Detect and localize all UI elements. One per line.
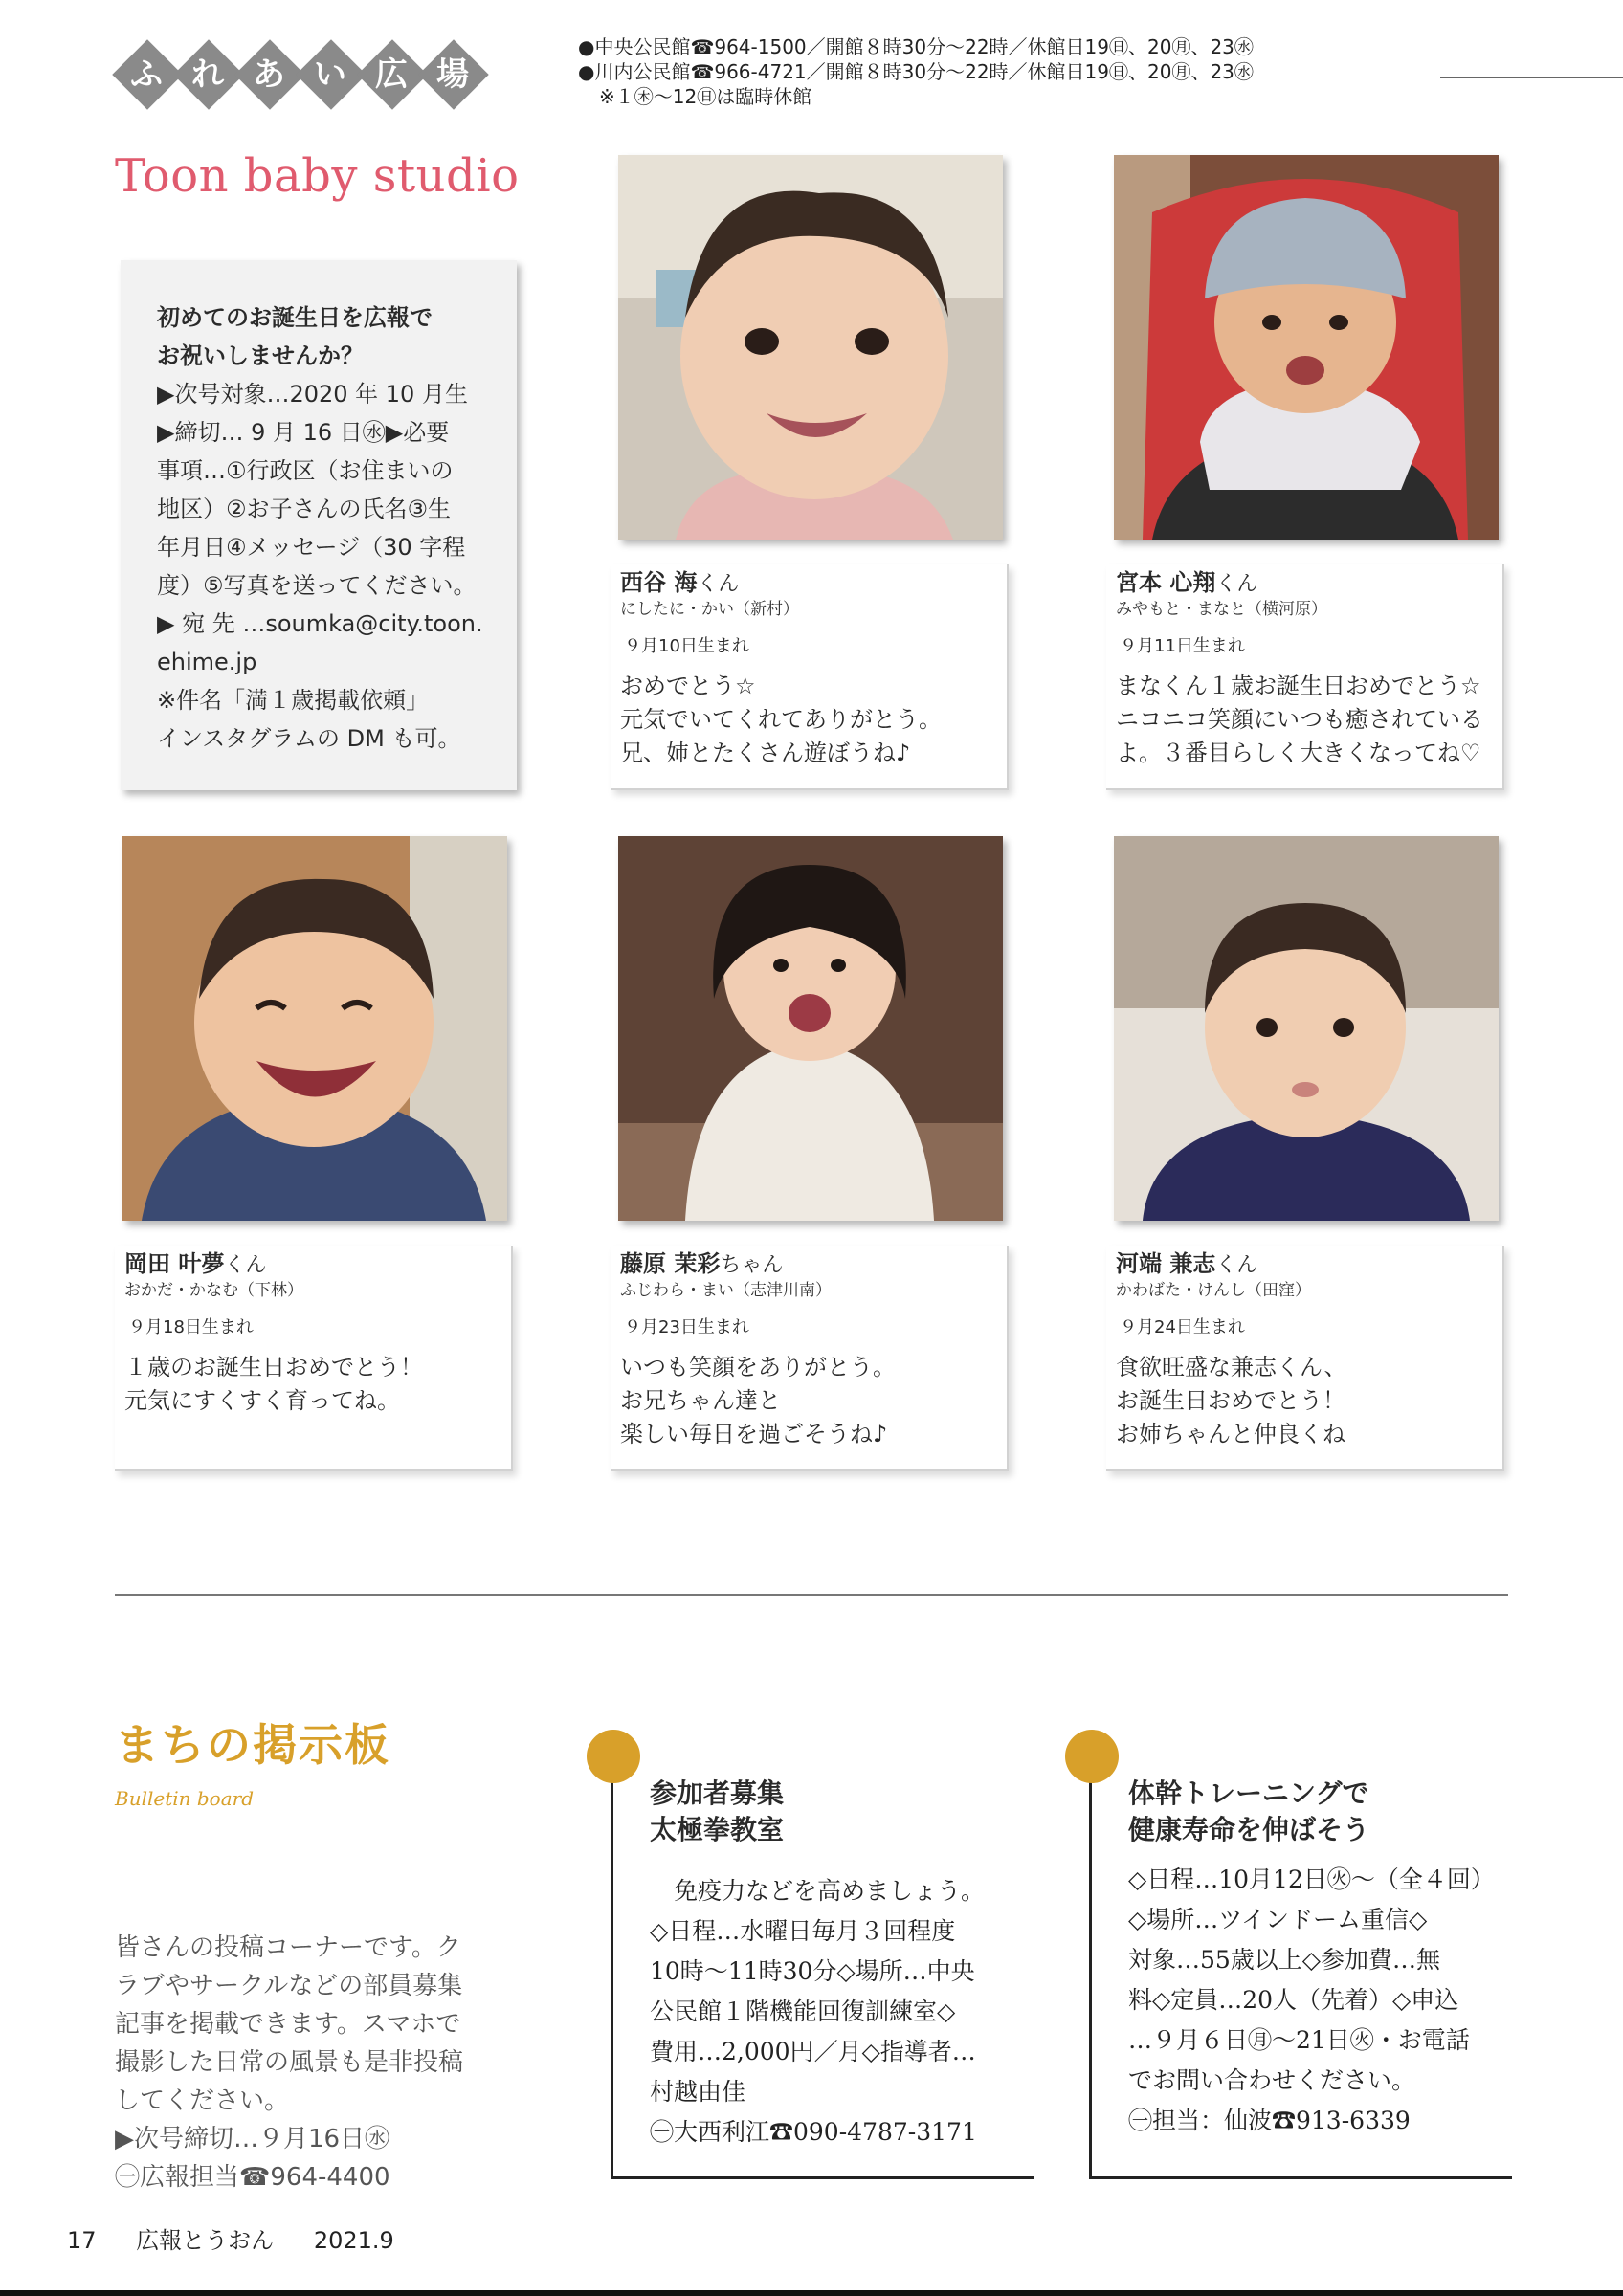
- baby-card: [1106, 1246, 1504, 1471]
- bottom-rule: [0, 2290, 1623, 2296]
- post-body: 免疫力などを高めましょう。 ◇日程…水曜日毎月３回程度 10時～11時30分◇場所…中央 公民館１階機能回復訓練室◇ 費用…2,000円／月◇指導者… 村越由佳 ㊀大西利江☎090-4787-3171: [650, 1877, 986, 2146]
- baby-birthday: ９月24日生まれ: [1120, 1317, 1245, 1337]
- info-line: 年月日④メッセージ（30 字程: [157, 534, 466, 561]
- page-footer: [67, 2221, 427, 2255]
- baby-card: [115, 1246, 513, 1471]
- baby-birthday: ９月11日生まれ: [1120, 636, 1245, 656]
- baby-kana: みやもと・まなと（横河原）: [1116, 600, 1327, 619]
- bulletin-post-core-training: [1089, 1735, 1512, 2179]
- submission-info-box: [121, 260, 517, 790]
- header-rule: [1440, 77, 1623, 78]
- community-center-hours: [578, 34, 1254, 109]
- baby-kana: にしたに・かい（新村）: [620, 600, 799, 619]
- baby-kana: おかだ・かなむ（下林）: [124, 1281, 303, 1300]
- info-line: 度）⑤写真を送ってください。: [157, 572, 477, 599]
- info-line: 事項…①行政区（お住まいの: [157, 457, 454, 484]
- baby-message: 食欲旺盛な兼志くん、 お誕生日おめでとう！ お姉ちゃんと仲良くね: [1116, 1354, 1347, 1447]
- baby-photo-nishitani-kai: [618, 155, 1003, 540]
- info-line: インスタグラムの DM も可。: [157, 725, 461, 752]
- page-number: 17: [67, 2227, 97, 2254]
- studio-title: Toon baby studio: [115, 149, 520, 203]
- baby-birthday: ９月23日生まれ: [624, 1317, 749, 1337]
- baby-name: 岡田 叶夢くん: [124, 1250, 267, 1277]
- bulletin-title: まちの掲示板: [115, 1719, 390, 1771]
- post-heading: 体幹トレーニングで 健康寿命を伸ばそう: [1128, 1777, 1370, 1845]
- baby-card: [611, 1246, 1009, 1471]
- section-title-char: 広: [360, 36, 423, 113]
- bulletin-post-taichi: [611, 1735, 1034, 2179]
- baby-birthday: ９月10日生まれ: [624, 636, 749, 656]
- info-line: ▶ 宛 先 …soumka@city.toon.: [157, 610, 483, 637]
- section-title-char: あ: [237, 36, 300, 113]
- info-heading: お祝いしませんか？: [157, 342, 364, 369]
- baby-message: まなくん１歳お誕生日おめでとう☆ ニコニコ笑顔にいつも癒されている よ。３番目らしく大きくなってね♡: [1116, 673, 1483, 766]
- post-heading: 参加者募集 太極拳教室: [650, 1777, 785, 1845]
- info-email-tail: ehime.jp: [157, 649, 257, 675]
- baby-photo-miyamoto-manato: [1114, 155, 1499, 540]
- info-heading: 初めてのお誕生日を広報で: [157, 304, 433, 331]
- baby-name: 河端 兼志くん: [1116, 1250, 1258, 1277]
- baby-photo-kawabata-kenshi: [1114, 836, 1499, 1221]
- section-title-char: ふ: [115, 36, 178, 113]
- baby-photo-fujiwara-mai: [618, 836, 1003, 1221]
- info-line: ▶締切… 9 月 16 日㊌▶必要: [157, 419, 450, 446]
- baby-kana: ふじわら・まい（志津川南）: [620, 1281, 832, 1300]
- section-title-char: い: [299, 36, 362, 113]
- bulletin-subtitle: Bulletin board: [115, 1787, 255, 1810]
- section-title-char: 場: [421, 36, 484, 113]
- baby-name: 宮本 心翔くん: [1116, 569, 1258, 596]
- baby-message: １歳のお誕生日おめでとう！ 元気にすくすく育ってね。: [124, 1354, 423, 1414]
- baby-message: いつも笑顔をありがとう。 お兄ちゃん達と 楽しい毎日を過ごそうね♪: [620, 1354, 896, 1447]
- publication-name: 広報とうおん: [136, 2227, 275, 2254]
- bulletin-description: 皆さんの投稿コーナーです。ク ラブやサークルなどの部員募集 記事を掲載できます。スマホで 撮影した日常の風景も是非投稿 してください。 ▶次号締切…９月16日㊌ ㊀広報担当☎964-4400: [115, 1933, 464, 2192]
- post-marker: [1065, 1730, 1119, 1783]
- baby-card: [1106, 564, 1504, 790]
- info-line: ※件名「満１歳掲載依頼」: [157, 687, 430, 714]
- baby-photo-okada-kanamu: [122, 836, 507, 1221]
- section-divider: [115, 1594, 1508, 1596]
- hours-line: ●中央公民館☎964-1500／開館８時30分～22時／休館日19㊐、20㊊、23㊌: [578, 35, 1254, 58]
- baby-kana: かわばた・けんし（田窪）: [1116, 1281, 1311, 1300]
- section-title-char: れ: [176, 36, 239, 113]
- baby-name: 西谷 海くん: [620, 569, 740, 596]
- info-line: 地区）②お子さんの氏名③生: [157, 496, 452, 522]
- hours-note: ※１㊍～12㊐は臨時休館: [599, 85, 812, 108]
- post-body: ◇日程…10月12日㊋～（全４回） ◇場所…ツインドーム重信◇ 対象…55歳以上◇参加費…無 料◇定員…20人（先着）◇申込 …９月６日㊊～21日㊋・お電話 でお問い合わせください。 ㊀担当：仙波☎913-6339: [1128, 1866, 1495, 2134]
- baby-birthday: ９月18日生まれ: [128, 1317, 254, 1337]
- baby-message: おめでとう☆ 元気でいてくれてありがとう。 兄、姉とたくさん遊ぼうね♪: [620, 673, 942, 766]
- info-line: ▶次号対象…2020 年 10 月生: [157, 381, 468, 408]
- section-title-fureai-hiroba: [115, 36, 482, 113]
- baby-name: 藤原 茉彩ちゃん: [620, 1250, 784, 1277]
- hours-line: ●川内公民館☎966-4721／開館８時30分～22時／休館日19㊐、20㊊、23㊌: [578, 60, 1254, 83]
- baby-card: [611, 564, 1009, 790]
- issue-date: 2021.9: [313, 2227, 394, 2254]
- post-marker: [587, 1730, 640, 1783]
